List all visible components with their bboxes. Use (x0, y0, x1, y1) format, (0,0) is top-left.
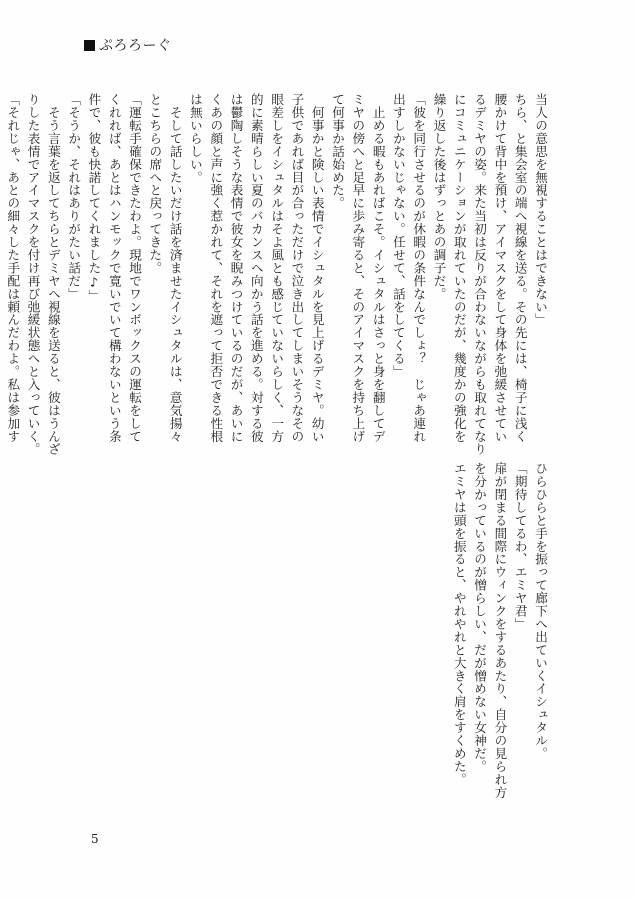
text-line: 件で、彼も快諾してくれました♪」 (86, 93, 102, 303)
text-line: 「そうか、それはありがたい話だ」 (66, 93, 82, 301)
text-line: とこちらの席へと戻ってきた。 (147, 93, 163, 275)
text-line: ちら、と集会室の端へ視線を送る。その先には、椅子に浅く (512, 93, 528, 443)
text-line: くあの顔と声に強く惹かれて、それを遮って拒否できる性根 (208, 93, 224, 443)
text-line: 「彼を同行させるのが休暇の条件なんでしょ？ じゃあ連れ (411, 93, 427, 443)
page-number: 5 (91, 832, 99, 846)
text-line: そう言葉を返してちらとデミヤへ視線を送ると、彼はうんざ (45, 93, 61, 456)
text-line: は鬱陶しそうな表情で彼女を睨みつけているのだが、あいに (228, 93, 244, 443)
upper-text-block (0, 93, 550, 456)
chapter-heading (84, 38, 172, 54)
chapter-title-text: ぷろろーぐ (99, 38, 172, 54)
text-line: 扉が閉まる間際にウィンクをするあたり、自分の見られ方 (492, 462, 508, 799)
text-line: 繰り返した後はずっとあの調子だ。 (431, 93, 447, 301)
text-line: ひらひらと手を振って廊下へ出ていくイシュタル。 (533, 462, 548, 760)
text-line: にコミュニケーションが取れていたのだが、幾度かの強化を (451, 93, 467, 443)
text-line: そして話したいだけ話を済ませたイシュタルは、意気揚々 (167, 93, 183, 443)
text-line: 止める暇もあればこそ。イシュタルはさっと身を翻してデ (370, 93, 386, 443)
text-line: 出すしかないじゃない。任せて、話をしてくる」 (390, 93, 406, 378)
text-line: 子供であれば目が合っただけで泣き出してしまいそうなその (289, 93, 305, 443)
text-line: 眼差しをイシュタルはそよ風とも感じていないらしく、一方 (269, 93, 285, 443)
square-bullet-icon (84, 40, 95, 51)
text-line: エミヤは頭を振ると、やれやれと大きく肩をすくめた。 (451, 462, 467, 786)
text-line: て何事か話始めた。 (330, 93, 346, 210)
text-line: るデミヤの姿。来た当初は反りが合わないながらも取れてなり (472, 93, 488, 456)
text-line: ミヤの傍へと足早に歩み寄ると、そのアイマスクを持ち上げ (350, 93, 366, 443)
text-line: 腰かけて背中を預け、アイマスクをして身体を弛緩させてい (492, 93, 508, 443)
text-line: 「運転手確保できたわよ。現地でワンボックスの運転をして (127, 93, 143, 443)
text-line: くれれば、あとはハンモックで寛いでいて構わないという条 (106, 93, 122, 443)
text-line: 「それじゃ、あとの細々した手配は頼んだわよ。私は参加す (5, 93, 21, 443)
text-line: を分かっているのが憎らしい、だが憎めない女神だ。 (472, 462, 488, 773)
text-line: りした表情でアイマスクを付け再び弛緩状態へと入っていく。 (25, 93, 41, 456)
text-line: 「期待してるわ、エミヤ君」 (512, 462, 528, 631)
text-line: 的に素晴らしい夏のバカンスへ向かう話を進める。対する彼 (248, 93, 264, 443)
lower-text-block (449, 462, 550, 799)
text-line: 当人の意思を無視することはできない」 (533, 93, 548, 327)
text-line: は無いらしい。 (187, 93, 203, 184)
text-line: 何事かと険しい表情でイシュタルを見上げるデミヤ。幼い (309, 93, 325, 443)
